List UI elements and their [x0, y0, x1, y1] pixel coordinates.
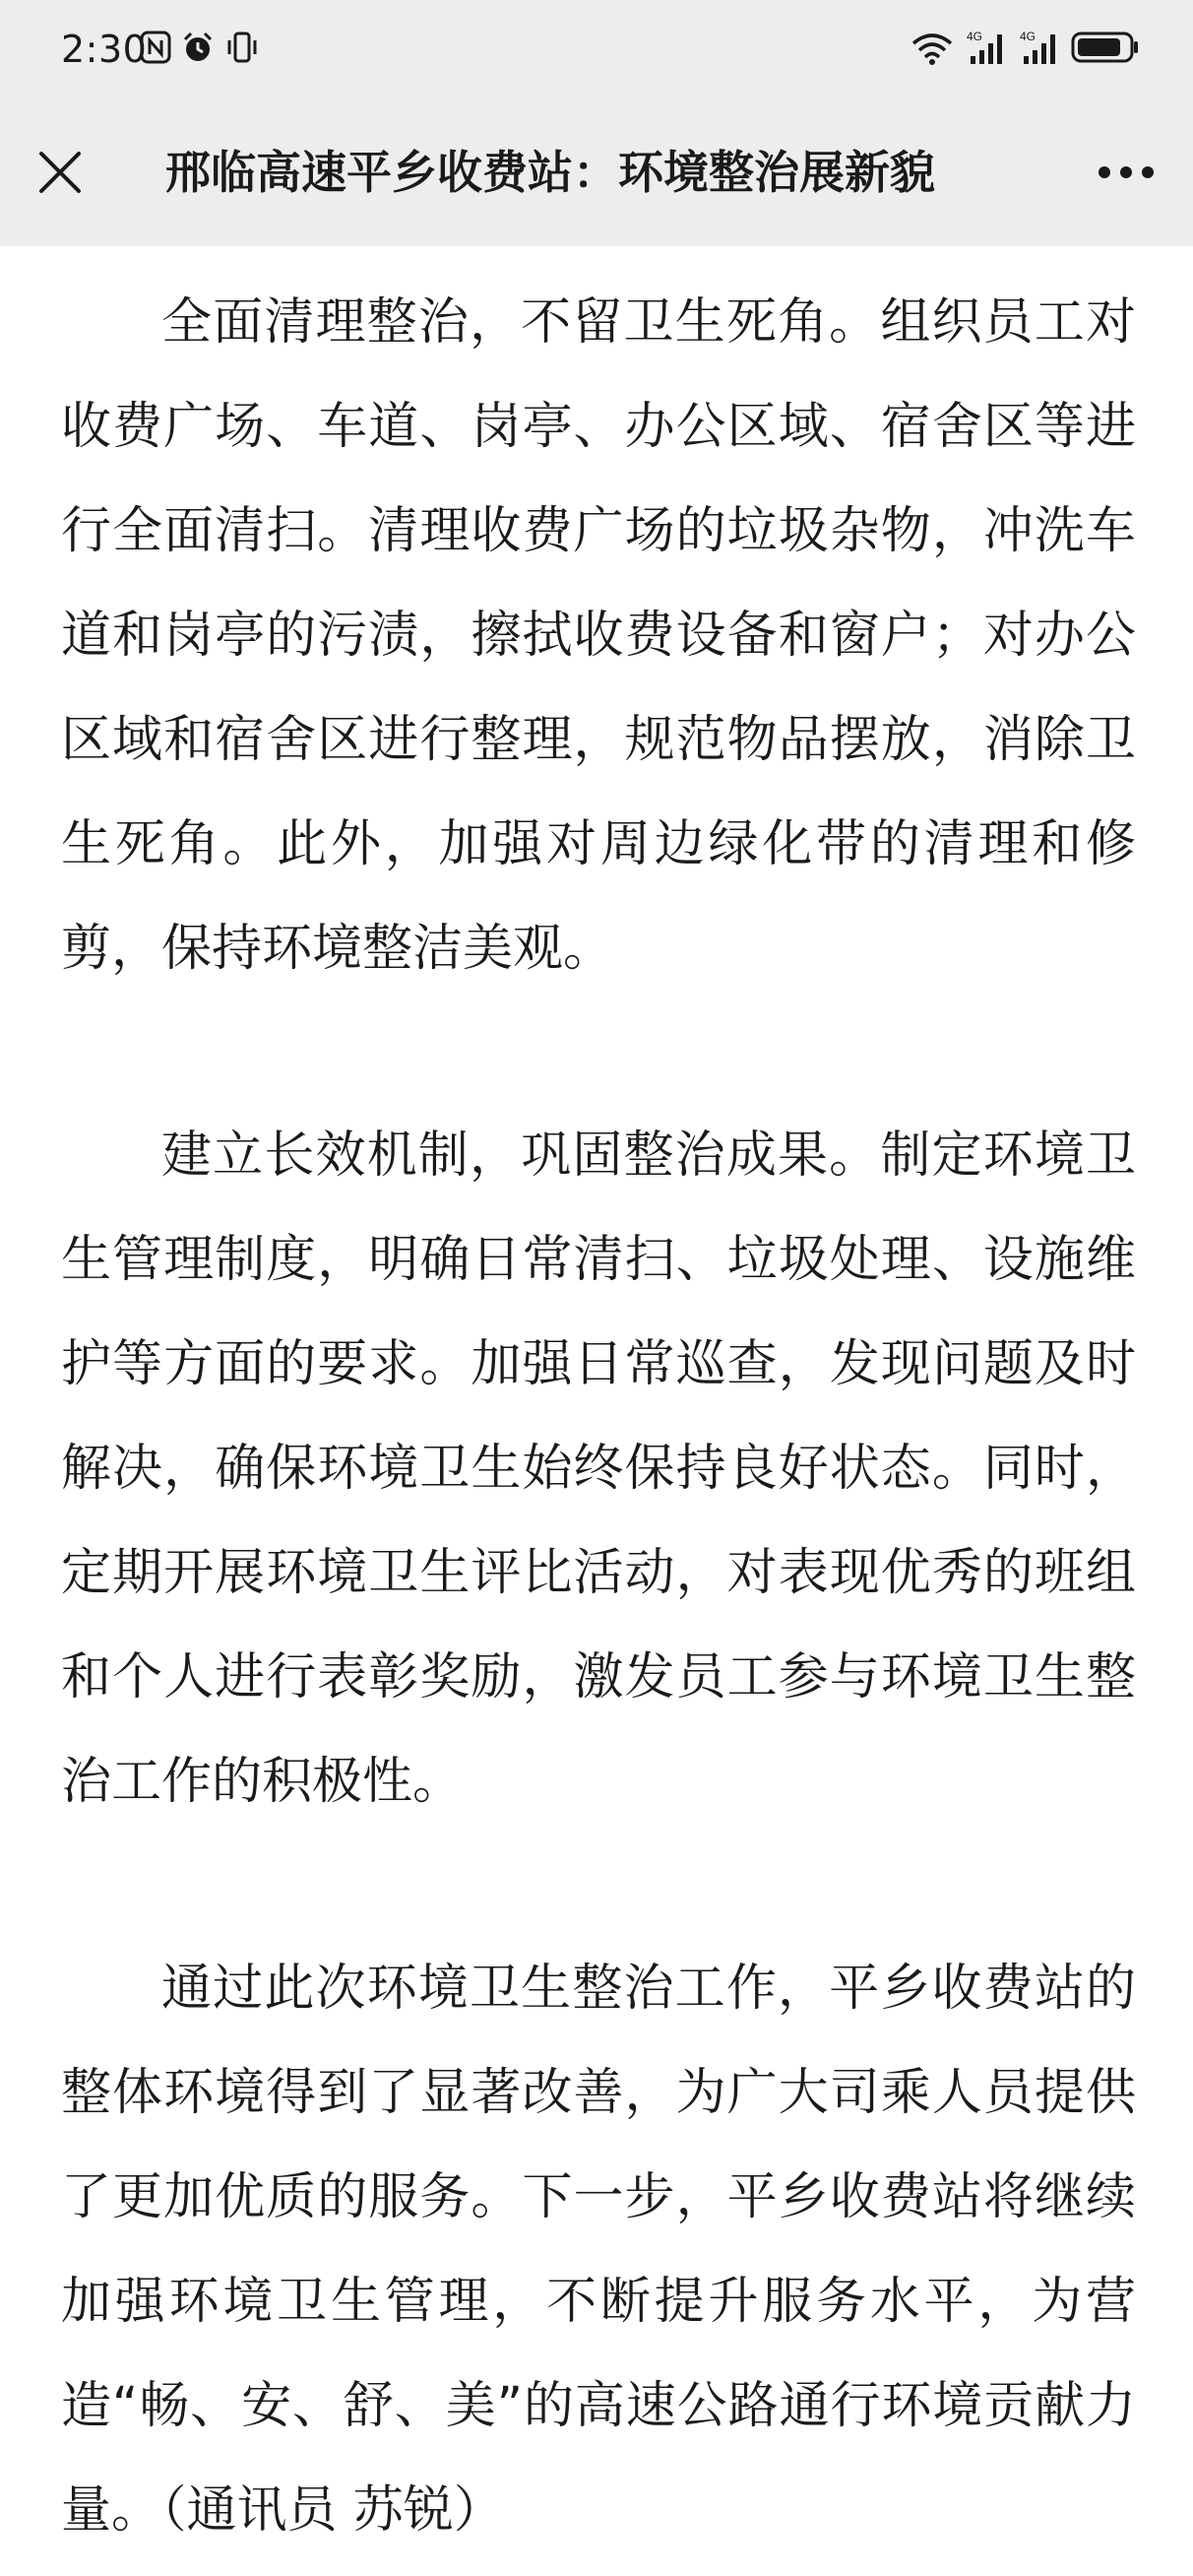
vibrate-icon — [224, 31, 260, 68]
article-paragraph: 全面清理整治，不留卫生死角。组织员工对收费广场、车道、岗亭、办公区域、宿舍区等进行全面清扫。清理收费广场的垃圾杂物，冲洗车道和岗亭的污渍，擦拭收费设备和窗户；对办公区域和宿舍区进行整理，规范物品摆放，消除卫生死角。此外，加强对周边绿化带的清理和修剪，保持环境整洁美观。 — [61, 293, 1136, 978]
more-button[interactable] — [1087, 138, 1165, 207]
close-button[interactable] — [24, 128, 96, 217]
page-title: 邢临高速平乡收费站：环境整治展新貌 — [165, 146, 935, 199]
alarm-icon — [181, 31, 215, 68]
status-bar — [0, 0, 1193, 98]
close-icon — [37, 150, 83, 195]
top-nav-bar — [0, 98, 1193, 246]
signal-4g-icon — [1018, 29, 1061, 70]
status-time: 2:30 — [61, 28, 148, 71]
article-paragraph: 通过此次环境卫生整治工作，平乡收费站的整体环境得到了显著改善，为广大司乘人员提供了更加优质的服务。下一步，平乡收费站将继续加强环境卫生管理，不断提升服务水平，为营造“畅、安、舒、美”的高速公路通行环境贡献力量。（通讯员 苏锐） — [61, 1960, 1136, 2540]
svg-text:4G: 4G — [1020, 30, 1036, 43]
signal-4g-icon — [965, 29, 1008, 70]
svg-text:4G: 4G — [967, 30, 983, 43]
article-body — [61, 271, 1136, 2563]
status-right-icons — [910, 26, 1140, 73]
article-paragraph: 建立长效机制，巩固整治成果。制定环境卫生管理制度，明确日常清扫、垃圾处理、设施维护等方面的要求。加强日常巡查，发现问题及时解决，确保环境卫生始终保持良好状态。同时，定期开展环境卫生评比活动，对表现优秀的班组和个人进行表彰奖励，激发员工参与环境卫生整治工作的积极性。 — [61, 1127, 1136, 1811]
battery-icon — [1071, 30, 1140, 69]
more-icon — [1097, 165, 1156, 179]
wifi-icon — [910, 30, 955, 69]
nfc-icon — [140, 31, 171, 68]
status-left-icons — [140, 28, 260, 71]
